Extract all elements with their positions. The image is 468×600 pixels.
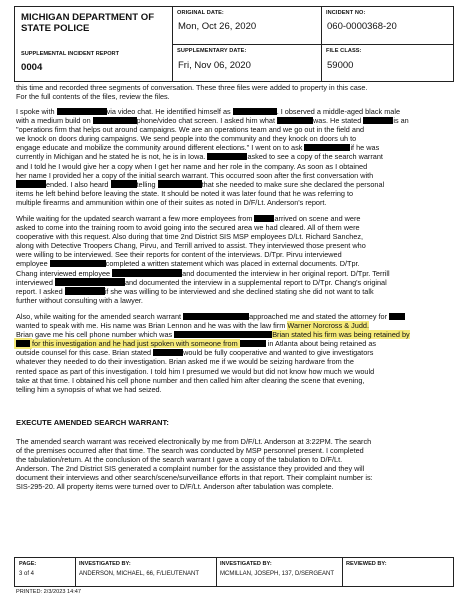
redaction-box xyxy=(389,313,405,321)
supplemental-report-number: 0004 xyxy=(21,62,43,73)
text-line xyxy=(16,330,456,339)
text-run: multiple firearms and ammunition within one of their suites as noted in D/F/Lt. Anderson's report. xyxy=(16,197,327,207)
text-run: take at that time. I obtained his cell phone number and then called him after clearing the scene that evening, xyxy=(16,375,365,385)
text-run: is an xyxy=(393,116,409,126)
redaction-box xyxy=(16,180,46,188)
text-run: asked to see a copy of the search warrant xyxy=(247,152,383,162)
text-line xyxy=(16,92,456,101)
text-run: Also, while waiting for the amended search warrant xyxy=(16,312,184,321)
text-line xyxy=(16,180,456,189)
text-run: items he left behind before leaving the state. It should be noted it was later found that he was referring to xyxy=(16,188,354,198)
footer-divider xyxy=(75,558,76,586)
paragraph-intro xyxy=(16,83,456,101)
original-date-label: ORIGINAL DATE: xyxy=(177,10,224,16)
redaction-box xyxy=(65,287,105,295)
text-line xyxy=(16,259,456,268)
text-line xyxy=(16,198,456,207)
text-run: telling xyxy=(136,179,158,189)
text-run: if she was willing to be interviewed and she declined stating she did not want to talk xyxy=(104,286,374,296)
text-run: I spoke with xyxy=(16,107,57,116)
text-run: in Atlanta about being retained as xyxy=(265,339,377,349)
text-run: Brian gave me his cell phone number which was xyxy=(16,330,175,340)
text-line xyxy=(16,125,456,134)
supplementary-date-label: SUPPLEMENTARY DATE: xyxy=(177,48,247,54)
text-run: While waiting for the updated search warrant a few more employees from xyxy=(16,214,255,223)
text-line xyxy=(16,473,456,482)
text-run: employee xyxy=(16,259,50,269)
paragraph-attorney xyxy=(16,312,456,394)
text-run: ended. I also heard xyxy=(46,179,111,189)
text-run: report. I asked xyxy=(16,286,65,296)
text-line xyxy=(16,348,456,357)
text-line xyxy=(16,171,456,180)
header-row-divider xyxy=(172,44,453,45)
text-line xyxy=(16,143,456,152)
text-line xyxy=(16,296,456,305)
text-run: completed a written statement which was placed in external documents. D/Tpr. xyxy=(105,259,360,269)
page-label: PAGE: xyxy=(19,561,37,567)
text-line xyxy=(16,83,456,92)
text-run: approached me and stated the attorney for xyxy=(249,312,390,321)
highlighted-text: Warner Norcross & Judd. xyxy=(287,321,369,331)
paragraph-video-chat xyxy=(16,107,456,207)
text-line xyxy=(16,241,456,250)
redaction-box xyxy=(174,331,272,339)
text-line xyxy=(16,116,456,125)
redaction-box xyxy=(57,108,107,116)
supplementary-date: Fri, Nov 06, 2020 xyxy=(178,60,251,71)
text-run: . I observed a middle-aged black male xyxy=(276,107,401,116)
reviewed-by-label: REVIEWED BY: xyxy=(346,561,387,567)
redaction-box xyxy=(254,215,274,223)
redaction-box xyxy=(183,313,249,321)
text-run: and documented the interview in a supplemental report to D/Tpr. Chang's original xyxy=(124,277,387,287)
redaction-box xyxy=(233,108,277,116)
printed-timestamp: PRINTED: 2/3/2023 14:47 xyxy=(16,589,81,595)
text-run: telling him a synopsis of what we had seized. xyxy=(16,384,162,394)
footer-divider xyxy=(342,558,343,586)
text-run: if he was xyxy=(350,143,380,153)
redaction-box xyxy=(153,349,183,357)
text-line xyxy=(16,278,456,287)
text-run: outside counsel for this case. Brian stated xyxy=(16,348,154,358)
text-line xyxy=(16,464,456,473)
text-line xyxy=(16,376,456,385)
section-title-amended-warrant: EXECUTE AMENDED SEARCH WARRANT: xyxy=(16,418,169,427)
text-line xyxy=(16,152,456,161)
highlighted-text: Brian stated his firm was being retained by xyxy=(272,330,410,340)
text-run: further without consulting with a lawyer. xyxy=(16,295,143,305)
agency-name: MICHIGAN DEPARTMENT OF STATE POLICE xyxy=(21,12,155,34)
redaction-box xyxy=(93,117,137,125)
redaction-box xyxy=(158,180,202,188)
highlighted-text: for this investigation and he had just spoken with someone from xyxy=(30,339,240,349)
redaction-box xyxy=(363,117,393,125)
text-line xyxy=(16,134,456,143)
text-line xyxy=(16,321,456,330)
text-run: the tabulation/return. At the conclusion of the search warrant I gave a copy of the tabulation to D/F/Lt. xyxy=(16,455,343,465)
text-line xyxy=(16,162,456,171)
text-run: her name I provided her a copy of the initial search warrant. This occurred soon after the first conversation with xyxy=(16,170,374,180)
text-line xyxy=(16,339,456,348)
text-run: engage educate and mobilize the community around different elections." I went on to ask xyxy=(16,143,305,153)
file-class-label: FILE CLASS: xyxy=(326,48,362,54)
page-value: 3 of 4 xyxy=(19,571,35,577)
original-date: Mon, Oct 26, 2020 xyxy=(178,21,257,32)
text-run: were willing to be interviewed. See their reports for content of the interviews. D/Tpr. Pirvu interviewed xyxy=(16,250,342,260)
text-line xyxy=(16,107,456,116)
footer-divider xyxy=(216,558,217,586)
text-run: phone/video chat screen. I asked him what xyxy=(136,116,278,126)
redaction-box xyxy=(304,144,350,152)
text-line xyxy=(16,250,456,259)
text-run: arrived on scene and were xyxy=(274,214,361,223)
text-line xyxy=(16,312,456,321)
text-line xyxy=(16,232,456,241)
text-line xyxy=(16,223,456,232)
redaction-box xyxy=(50,260,106,268)
text-run: whatever they needed to do their investigation. Brian asked me if we would be seizing hardware from the xyxy=(16,357,354,367)
redaction-box xyxy=(112,269,182,277)
text-line xyxy=(16,482,456,491)
redaction-box xyxy=(55,278,125,286)
incident-no: 060-0000368-20 xyxy=(327,21,397,32)
text-run: Anderson. The 2nd District SIS generated a complaint number for the assistance they provided and they will xyxy=(16,464,365,474)
text-run: of the premises occurred after that time. The search was conducted by MSP personnel present. I completed xyxy=(16,446,364,456)
text-run: rented space as part of this investigation. I told him I presumed we would but did not know how much we would xyxy=(16,366,375,376)
text-run: asked to come into the training room to avoid going into the secured area we had cleared. All of them were xyxy=(16,223,360,233)
text-run: would be fully cooperative and wanted to give investigators xyxy=(183,348,374,358)
report-footer xyxy=(14,557,454,587)
investigated-by-value-1: ANDERSON, MICHAEL, 66, F/LIEUTENANT xyxy=(79,571,200,577)
text-run: currently in Michigan and he stated he is not, he is in Iowa. xyxy=(16,152,208,162)
text-line xyxy=(16,385,456,394)
text-run: cooperative with this request. Also during that time 2nd District SIS MSP employees D/Lt. Richard Sanchez, xyxy=(16,232,364,242)
paragraph-amended-warrant xyxy=(16,437,456,492)
text-line xyxy=(16,455,456,464)
investigated-by-label-1: INVESTIGATED BY: xyxy=(79,561,131,567)
text-run: and documented the interview in her original report. D/Tpr. Terrill xyxy=(182,268,390,278)
text-run: interviewed xyxy=(16,277,55,287)
text-run: that she needed to make sure she declared the personal xyxy=(201,179,385,189)
redaction-box xyxy=(277,117,313,125)
report-header xyxy=(14,6,454,82)
highlighted-redaction-box xyxy=(16,340,30,348)
supplemental-report-label: SUPPLEMENTAL INCIDENT REPORT xyxy=(21,51,119,57)
text-run: and I told he I would give her a copy when I get her name and her role in the company. As soon as I obtained xyxy=(16,161,368,171)
text-run: "operations firm that helps out around campaigns. We are an operations team and we go out in the field and xyxy=(16,125,365,135)
incident-no-label: INCIDENT NO: xyxy=(326,10,366,16)
text-line xyxy=(16,269,456,278)
text-line xyxy=(16,437,456,446)
text-line xyxy=(16,446,456,455)
text-line xyxy=(16,367,456,376)
investigated-by-value-2: MCMILLAN, JOSEPH, 137, D/SERGEANT xyxy=(220,571,335,577)
text-run: we knock on doors during campaigns. We send people into the community and they knock on doors uh to xyxy=(16,134,357,144)
text-run: with a medium build on xyxy=(16,116,93,126)
text-run: Chang interviewed employee xyxy=(16,268,113,278)
redaction-box xyxy=(240,340,266,348)
text-run: document their interviews and other search/scene/surveillance efforts in that report. Their complaint number is: xyxy=(16,473,373,483)
text-run: wanted to speak with me. His name was Brian Lennon and he was with the law firm xyxy=(16,321,288,331)
text-run: via video chat. He identified himself as xyxy=(106,107,233,116)
redaction-box xyxy=(207,153,247,161)
text-line xyxy=(16,357,456,366)
paragraph-employees xyxy=(16,214,456,305)
text-line xyxy=(16,287,456,296)
text-run: For the full contents of the files, review the files. xyxy=(16,92,170,102)
redaction-box xyxy=(111,180,137,188)
text-run: was. He stated xyxy=(313,116,364,126)
text-run: this time and recorded three segments of conversation. These three files were added to property in this case. xyxy=(16,83,368,92)
text-run: The amended search warrant was received electronically by me from D/F/Lt. Anderson at 3:22PM. The search xyxy=(16,437,372,446)
text-line xyxy=(16,214,456,223)
file-class: 59000 xyxy=(327,60,354,71)
investigated-by-label-2: INVESTIGATED BY: xyxy=(220,561,272,567)
text-run: SIS-295-20. All property items were turned over to D/F/Lt. Anderson after tabulation was complete. xyxy=(16,482,334,492)
text-line xyxy=(16,189,456,198)
text-run: along with Detective Troopers Chang, Pirvu, and Terrill arrived to assist. They interviewed those present who xyxy=(16,241,366,251)
